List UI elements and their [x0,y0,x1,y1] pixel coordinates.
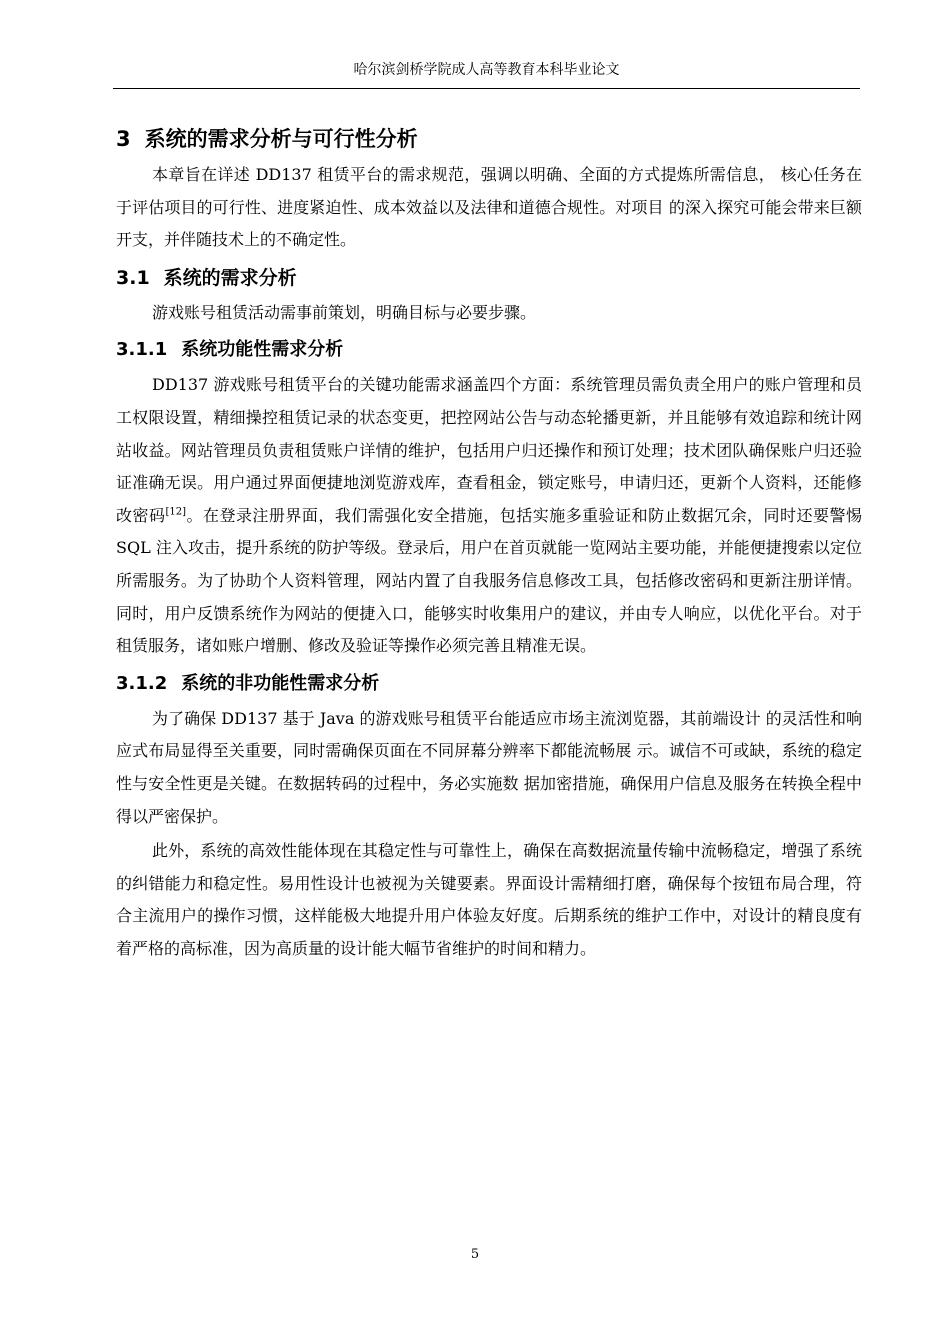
citation-ref: [12] [165,506,186,518]
page-body [116,121,862,965]
section-3-1-2-title: 系统的非功能性需求分析 [181,672,380,694]
section-3-1-1-paragraph [116,369,862,662]
chapter-intro-paragraph: 本章旨在详述 DD137 租赁平台的需求规范，强调以明确、全面的方式提炼所需信息， 核心任务在于评估项目的可行性、进度紧迫性、成本效益以及法律和道德合规性。对项目 的深入探究可能会带来巨额开支，并伴随技术上的不确定性。 [116,165,862,250]
section-3-1-2-number: 3.1.2 [116,672,168,694]
chapter-number: 3 [116,127,131,151]
section-3-1-2-heading [116,667,862,701]
page-number: 5 [470,1247,480,1262]
chapter-heading [116,121,862,157]
section-3-1-paragraph: 游戏账号租赁活动需事前策划，明确目标与必要步骤。 [152,302,537,322]
header-rule [113,88,860,89]
section-3-1-2-paragraph-2: 此外，系统的高效性能体现在其稳定性与可靠性上，确保在高数据流量传输中流畅稳定，增强了系统的纠错能力和稳定性。易用性设计也被视为关键要素。界面设计需精细打磨，确保每个按钮布局合理，符合主流用户的操作习惯，这样能极大地提升用户体验友好度。后期系统的维护工作中，对设计的精良度有着严格的高标准，因为高质量的设计能大幅节省维护的时间和精力。 [116,841,862,958]
section-3-1-1-title: 系统功能性需求分析 [181,339,344,361]
section-3-1-1-text-a: DD137 游戏账号租赁平台的关键功能需求涵盖四个方面：系统管理员需负责全用户的账户管理和员工权限设置，精细操控租赁记录的状态变更，把控网站公告与动态轮播更新，并且能够有效追踪和统计网站收益。网站管理员负责租赁账户详情的维护，包括用户归还操作和预订处理；技术团队确保账户归还验证准确无误。用户通过界面便捷地浏览游戏库，查看租金，锁定账号，申请归还，更新个人资料，还能修改密码 [116,375,862,525]
section-3-1-2-paragraph-1: 为了确保 DD137 基于 Java 的游戏账号租赁平台能适应市场主流浏览器，其前端设计 的灵活性和响应式布局显得至关重要，同时需确保页面在不同屏幕分辨率下都能流畅展 示。诚信不可或缺，系统的稳定性与安全性更是关键。在数据转码的过程中，务必实施数 据加密措施，确保用户信息及服务在转换全程中得以严密保护。 [116,708,862,826]
chapter-title: 系统的需求分析与可行性分析 [144,127,418,151]
running-header: 哈尔滨剑桥学院成人高等教育本科毕业论文 [353,62,620,78]
section-3-1-1-text-b: 。在登录注册界面，我们需强化安全措施，包括实施多重验证和防止数据冗余，同时还要警惕 SQL 注入攻击，提升系统的防护等级。登录后，用户在首页就能一览网站主要功能，并能便捷搜索以定位所需服务。为了协助个人资料管理，网站内置了自我服务信息修改工具，包括修改密码和更新注册详情。同时，用户反馈系统作为网站的便捷入口，能够实时收集用户的建议，并由专人响应，以优化平台。对于租赁服务，诸如账户增删、修改及验证等操作必须完善且精准无误。 [116,505,862,656]
section-3-1-1-heading [116,333,862,367]
section-3-1-title: 系统的需求分析 [163,266,297,289]
section-3-1-heading [116,261,862,295]
section-3-1-number: 3.1 [116,266,150,289]
section-3-1-1-number: 3.1.1 [116,339,168,361]
